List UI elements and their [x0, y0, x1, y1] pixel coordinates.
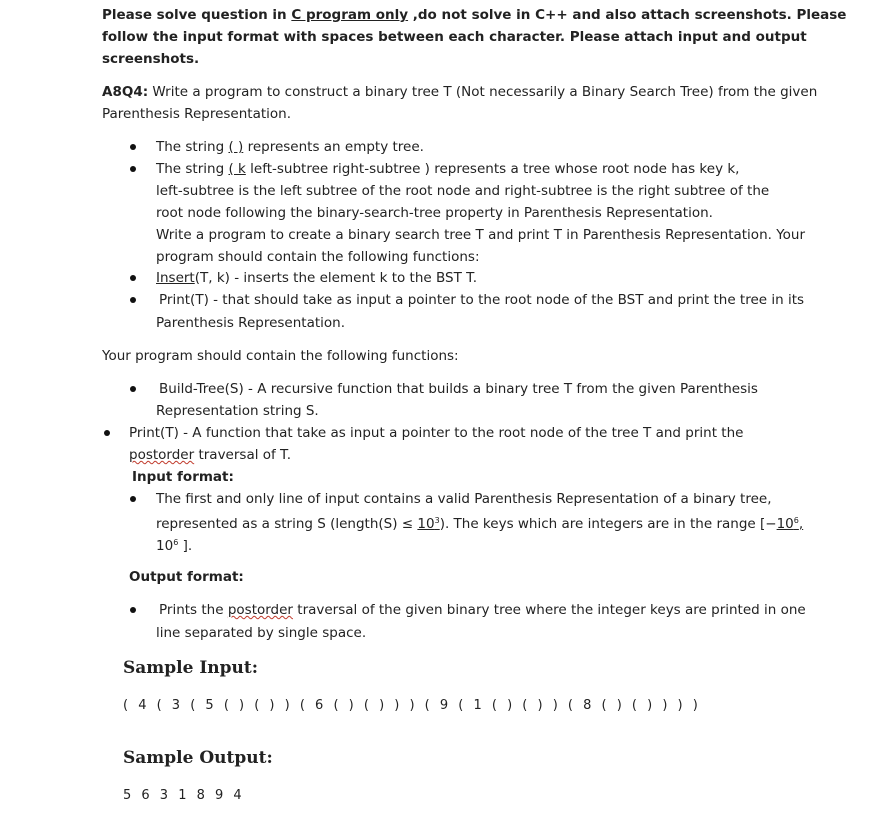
postorder-word: postorder: [129, 447, 195, 463]
question-id: A8Q4:: [102, 84, 149, 100]
text: ,: [798, 516, 804, 532]
text: ). The keys which are integers are in the range [−: [439, 516, 777, 532]
intro-text: ,do not solve in C++ and also attach screenshots. Please: [408, 7, 847, 23]
text: The string: [156, 161, 229, 177]
bullet-icon: [130, 607, 136, 613]
tree-code: ( k: [228, 161, 246, 177]
text: traversal of the given binary tree where the integer keys are printed in one: [292, 602, 806, 618]
intro-text: Please solve question in: [102, 7, 292, 23]
bullet-icon: [130, 297, 136, 303]
text: ].: [178, 538, 193, 554]
bullet-empty-tree: [156, 136, 424, 158]
text: represents an empty tree.: [243, 139, 424, 155]
sample-output-value: 5 6 3 1 8 9 4: [123, 788, 243, 803]
sample-output-heading: Sample Output:: [123, 748, 273, 768]
text: Prints the: [159, 602, 228, 618]
insert-fn: Insert: [156, 270, 195, 286]
text: The string: [156, 139, 229, 155]
text: traversal of T.: [194, 447, 291, 463]
text: 10: [156, 538, 174, 554]
question-line-2: Parenthesis Representation.: [102, 106, 292, 122]
bullet-tree-def: [156, 158, 739, 180]
bullet-icon: [130, 386, 136, 392]
input-format-line-3: [156, 532, 192, 557]
question-text: Write a program to construct a binary tree T (Not necessarily a Binary Search Tree) from the given: [148, 84, 818, 100]
sample-input-value: ( 4 ( 3 ( 5 ( ) ( ) ) ( 6 ( ) ( ) ) ) ( 9 ( 1 ( ) ( ) ) ( 8 ( ) ( ) ) ) ): [123, 698, 699, 713]
text: left-subtree right-subtree ) represents a tree whose root node has key k,: [245, 161, 740, 177]
exponent: 6: [793, 516, 799, 525]
build-tree-line-2: Representation string S.: [156, 403, 319, 419]
output-format-line-1: [159, 599, 806, 621]
bullet-icon: [104, 430, 110, 436]
bullet-icon: [130, 496, 136, 502]
print-fn-line-1: Print(T) - A function that take as input a pointer to the root node of the tree T and print the: [129, 425, 744, 441]
bullet-icon: [130, 275, 136, 281]
question-line-1: [102, 81, 817, 103]
output-format-line-2: line separated by single space.: [156, 625, 367, 641]
text: represented as a string S (length(S) ≤: [156, 516, 418, 532]
bullet-tree-def-line4: Write a program to create a binary search tree T and print T in Parenthesis Representation. Your: [156, 227, 806, 243]
postorder-word: postorder: [227, 602, 293, 618]
intro-line-3: screenshots.: [102, 51, 200, 67]
intro-line-2: follow the input format with spaces between each character. Please attach input and output: [102, 29, 807, 45]
range-low: [777, 516, 804, 532]
text: 10: [776, 516, 794, 532]
c-program-only-link: C program only: [291, 7, 409, 23]
build-tree-line-1: Build-Tree(S) - A recursive function that builds a binary tree T from the given Parenthesis: [159, 381, 758, 397]
bullet-tree-def-line2: left-subtree is the left subtree of the root node and right-subtree is the right subtree of the: [156, 183, 770, 199]
input-format-heading: Input format:: [132, 469, 234, 485]
bullet-tree-def-line5: program should contain the following functions:: [156, 249, 480, 265]
length-limit: [417, 516, 439, 532]
output-format-heading: Output format:: [129, 569, 244, 585]
text: 10: [417, 516, 435, 532]
bullet-insert: [156, 267, 477, 289]
exponent: 3: [434, 516, 440, 525]
functions-heading: Your program should contain the following functions:: [102, 348, 459, 364]
bullet-icon: [130, 166, 136, 172]
bullet-print-line2: Parenthesis Representation.: [156, 315, 346, 331]
sample-input-heading: Sample Input:: [123, 658, 259, 678]
bullet-tree-def-line3: root node following the binary-search-tree property in Parenthesis Representation.: [156, 205, 713, 221]
input-format-line-1: The first and only line of input contains a valid Parenthesis Representation of a binary tree,: [156, 491, 772, 507]
input-format-line-2: [156, 510, 803, 535]
print-fn-line-2: [129, 444, 291, 466]
bullet-print: Print(T) - that should take as input a pointer to the root node of the BST and print the tree in its: [159, 292, 805, 308]
bullet-icon: [130, 144, 136, 150]
text: (T, k) - inserts the element k to the BST T.: [194, 270, 478, 286]
empty-tree-code: ( ): [228, 139, 244, 155]
exponent: 6: [173, 538, 179, 547]
intro-line-1: [102, 4, 846, 26]
